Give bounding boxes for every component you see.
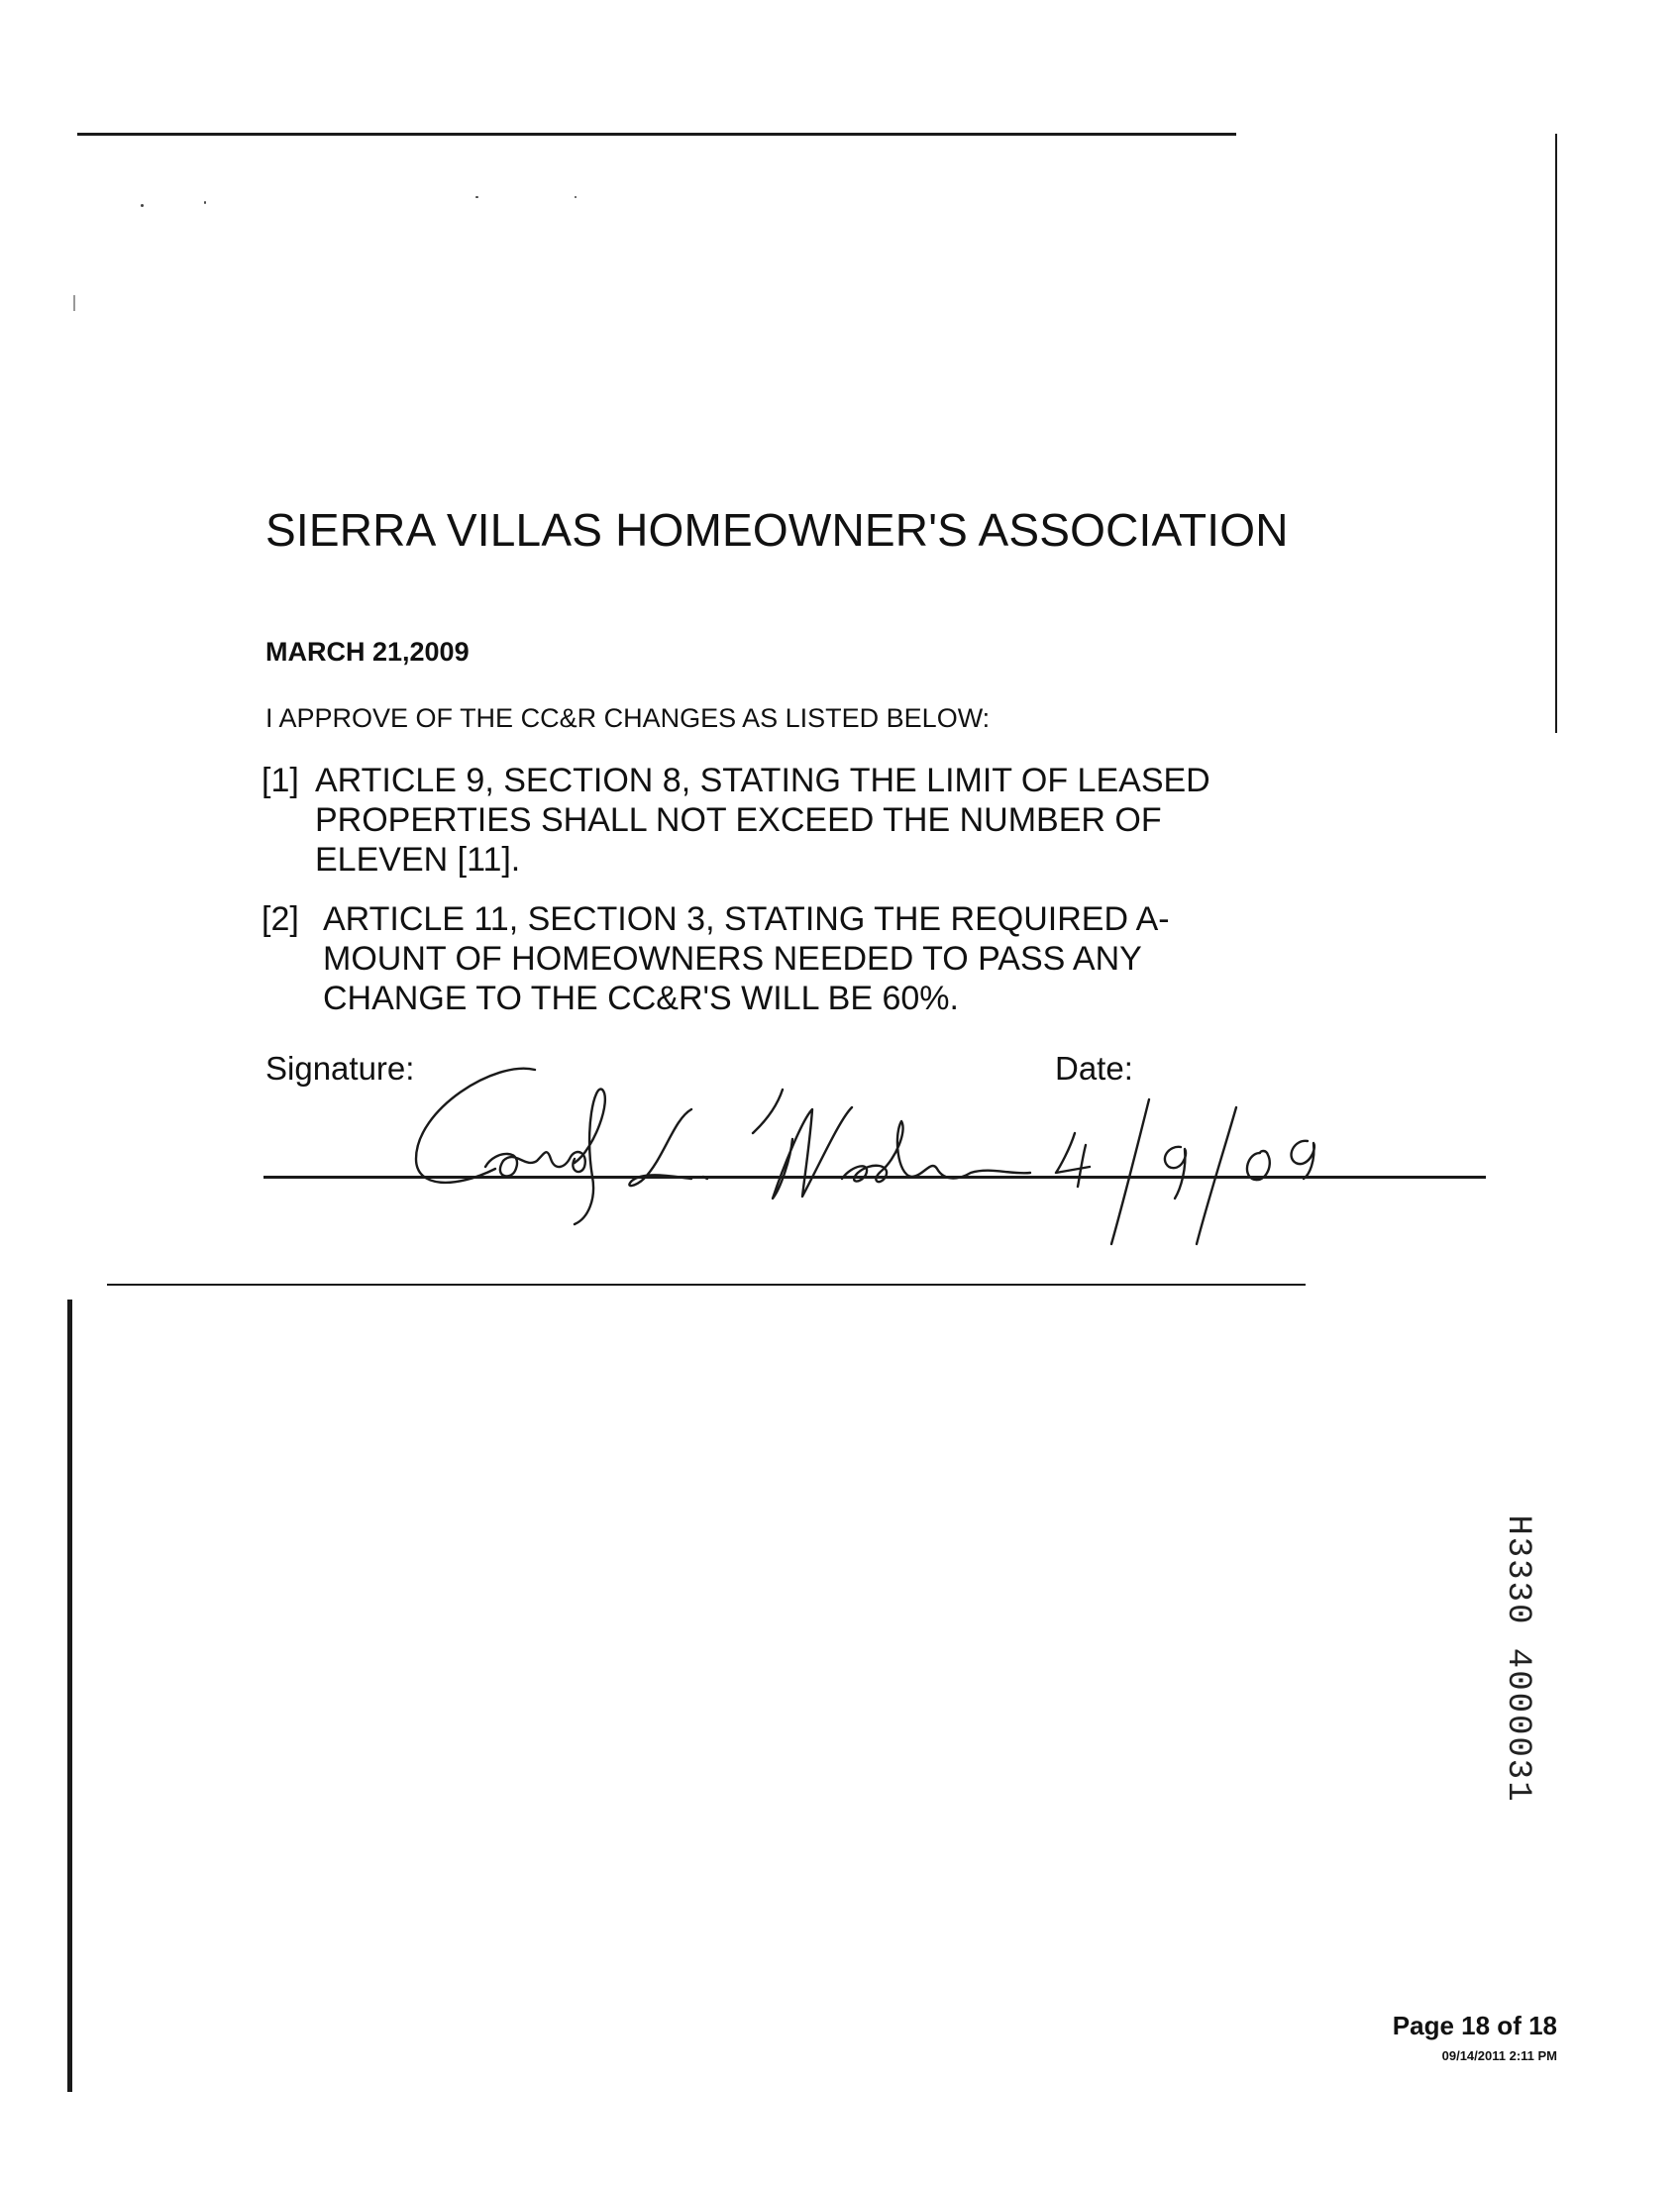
bates-stamp xyxy=(1488,1514,1547,1804)
right-edge-line xyxy=(1555,134,1557,733)
item-number: [2] xyxy=(262,900,299,938)
document-date: MARCH 21,2009 xyxy=(265,637,470,667)
mid-rule xyxy=(107,1284,1306,1286)
bates-number: H3330 4000031 xyxy=(1499,1514,1536,1804)
item-text xyxy=(323,899,1170,1018)
approval-statement: I APPROVE OF THE CC&R CHANGES AS LISTED BELOW: xyxy=(265,703,991,733)
item-line: ARTICLE 9, SECTION 8, STATING THE LIMIT OF LEASED xyxy=(315,762,1210,799)
scan-speck xyxy=(141,204,144,207)
signature-label: Signature: xyxy=(265,1050,415,1087)
item-line: CHANGE TO THE CC&R'S WILL BE 60%. xyxy=(323,980,959,1017)
item-line: MOUNT OF HOMEOWNERS NEEDED TO PASS ANY xyxy=(323,940,1142,978)
handwritten-signature xyxy=(376,1050,1426,1248)
left-margin-bar xyxy=(67,1300,72,2092)
scan-speck xyxy=(204,201,206,204)
date-label: Date: xyxy=(1055,1050,1133,1087)
item-number: [1] xyxy=(262,762,299,799)
item-line: ELEVEN [11]. xyxy=(315,841,521,879)
item-line: ARTICLE 11, SECTION 3, STATING THE REQUIRED A- xyxy=(323,900,1170,938)
item-line: PROPERTIES SHALL NOT EXCEED THE NUMBER OF xyxy=(315,801,1162,839)
scan-speck xyxy=(475,196,478,198)
page-number: Page 18 of 18 xyxy=(1392,2011,1557,2040)
scan-speck xyxy=(575,196,577,198)
top-rule xyxy=(77,133,1236,136)
document-title: SIERRA VILLAS HOMEOWNER'S ASSOCIATION xyxy=(265,504,1289,556)
scan-speck xyxy=(73,295,75,311)
item-text xyxy=(315,761,1210,880)
print-timestamp: 09/14/2011 2:11 PM xyxy=(1441,2048,1557,2063)
